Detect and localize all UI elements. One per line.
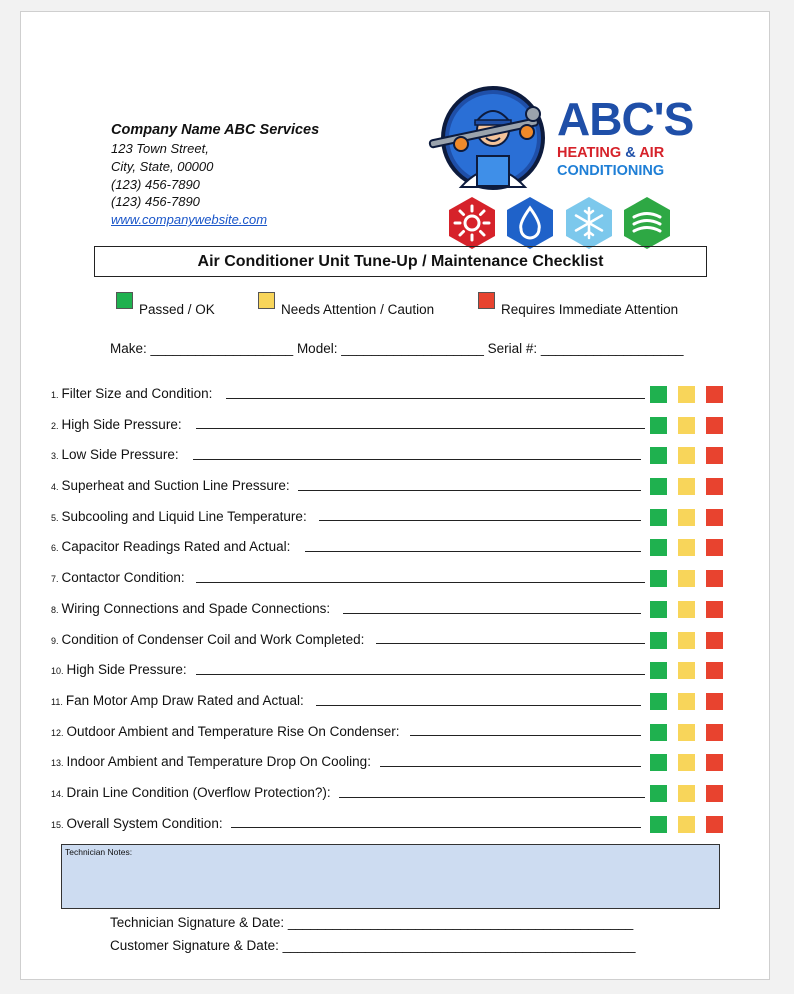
checklist-row [51,563,751,594]
status-ok-box[interactable] [650,447,667,464]
item-answer-line[interactable] [196,428,645,429]
status-urgent-box[interactable] [706,724,723,741]
checklist-page [20,11,770,980]
item-label: Indoor Ambient and Temperature Drop On Cooling: [66,754,371,770]
item-answer-line[interactable] [343,613,641,614]
status-ok-box[interactable] [650,724,667,741]
status-caution-box[interactable] [678,509,695,526]
item-label: Wiring Connections and Spade Connections: [61,600,331,616]
status-ok-box[interactable] [650,754,667,771]
checklist-row [51,471,751,502]
status-urgent-box[interactable] [706,478,723,495]
status-caution-box[interactable] [678,478,695,495]
status-ok-box[interactable] [650,570,667,587]
status-urgent-box[interactable] [706,601,723,618]
item-number: 3. [51,451,59,462]
company-phone-2: (123) 456-7890 [111,194,200,210]
checklist-row [51,379,751,410]
item-number: 10. [51,666,64,677]
item-label: Low Side Pressure: [61,447,179,463]
logo-tagline-1: HEATING & AIR [557,145,665,161]
item-answer-line[interactable] [380,766,641,767]
snowflake-icon [564,196,614,250]
company-phone-1: (123) 456-7890 [111,176,200,192]
status-ok-box[interactable] [650,632,667,649]
status-ok-box[interactable] [650,601,667,618]
checklist-title: Air Conditioner Unit Tune-Up / Maintenance Checklist [94,246,707,277]
status-caution-box[interactable] [678,724,695,741]
item-label: High Side Pressure: [61,416,182,432]
legend-swatch-green [116,292,133,309]
status-caution-box[interactable] [678,417,695,434]
item-label: Overall System Condition: [66,815,223,831]
status-caution-box[interactable] [678,632,695,649]
checklist-row [51,747,751,778]
status-urgent-box[interactable] [706,662,723,679]
customer-signature[interactable]: Customer Signature & Date: _______________________________________________ [110,938,636,953]
status-urgent-box[interactable] [706,754,723,771]
checklist-row [51,594,751,625]
item-number: 6. [51,543,59,554]
logo-tagline-2: CONDITIONING [557,163,665,179]
status-ok-box[interactable] [650,509,667,526]
status-caution-box[interactable] [678,601,695,618]
item-number: 7. [51,574,59,585]
company-logo [421,72,694,252]
legend-swatch-yellow [258,292,275,309]
checklist-row [51,809,751,840]
item-label: Capacitor Readings Rated and Actual: [61,539,291,555]
item-label: High Side Pressure: [66,662,187,678]
item-answer-line[interactable] [193,459,641,460]
item-answer-line[interactable] [316,705,641,706]
checklist-row [51,440,751,471]
checklist-row [51,532,751,563]
item-label: Filter Size and Condition: [61,386,213,401]
logo-brand: ABC'S [557,93,694,145]
air-flow-icon [622,196,672,250]
status-boxes [650,816,734,846]
status-ok-box[interactable] [650,662,667,679]
legend-passed: Passed / OK [116,299,215,319]
item-label: Drain Line Condition (Overflow Protection?): [66,784,331,800]
item-answer-line[interactable] [339,797,645,798]
item-answer-line[interactable] [196,674,645,675]
item-number: 14. [51,788,64,799]
item-number: 1. [51,390,59,400]
status-urgent-box[interactable] [706,509,723,526]
status-urgent-box[interactable] [706,539,723,556]
checklist-row [51,717,751,748]
status-caution-box[interactable] [678,447,695,464]
item-number: 5. [51,512,59,523]
status-urgent-box[interactable] [706,386,723,403]
technician-signature[interactable]: Technician Signature & Date: ______________________________________________ [110,915,634,930]
status-urgent-box[interactable] [706,417,723,434]
serial-field[interactable]: Serial #: ___________________ [487,341,684,356]
company-street: 123 Town Street, [111,141,209,156]
legend-swatch-red [478,292,495,309]
item-number: 2. [51,420,59,431]
checklist-row [51,778,751,809]
item-number: 15. [51,819,64,830]
company-info [111,120,319,229]
status-caution-box[interactable] [678,754,695,771]
item-label: Fan Motor Amp Draw Rated and Actual: [65,692,304,708]
status-ok-box[interactable] [650,478,667,495]
item-answer-line[interactable] [305,551,641,552]
item-answer-line[interactable] [231,827,641,828]
legend-immediate: Requires Immediate Attention [478,299,678,319]
checklist-row [51,502,751,533]
status-caution-box[interactable] [678,785,695,802]
technician-notes-field[interactable] [61,844,720,909]
item-number: 4. [51,482,59,493]
item-number: 9. [51,635,59,646]
item-answer-line[interactable] [319,520,641,521]
status-ok-box[interactable] [650,386,667,403]
checklist-items [51,379,751,839]
item-number: 12. [51,727,64,738]
status-urgent-box[interactable] [706,632,723,649]
status-urgent-box[interactable] [706,570,723,587]
technician-mascot-icon [421,72,551,197]
item-answer-line[interactable] [196,582,645,583]
status-urgent-box[interactable] [706,447,723,464]
status-urgent-box[interactable] [706,816,723,833]
status-caution-box[interactable] [678,693,695,710]
technician-notes-label: Technician Notes: [65,847,133,857]
model-field[interactable]: Model: ___________________ [296,341,484,356]
item-label: Contactor Condition: [61,570,185,586]
item-answer-line[interactable] [298,490,641,491]
logo-wordmark [557,94,693,180]
status-ok-box[interactable] [650,693,667,710]
status-caution-box[interactable] [678,662,695,679]
item-answer-line[interactable] [226,398,645,399]
checklist-row [51,686,751,717]
item-label: Outdoor Ambient and Temperature Rise On Condenser: [66,723,400,739]
legend-attention: Needs Attention / Caution [258,299,434,319]
status-caution-box[interactable] [678,570,695,587]
item-answer-line[interactable] [376,643,645,644]
item-number: 13. [51,758,64,769]
item-label: Condition of Condenser Coil and Work Completed: [61,631,365,647]
item-number: 8. [51,604,59,615]
company-name: Company Name ABC Services [111,122,320,138]
item-answer-line[interactable] [410,735,641,736]
status-ok-box[interactable] [650,539,667,556]
item-label: Superheat and Suction Line Pressure: [61,478,290,494]
make-field[interactable]: Make: ___________________ [110,341,294,356]
checklist-row [51,625,751,656]
status-caution-box[interactable] [678,539,695,556]
status-ok-box[interactable] [650,816,667,833]
status-ok-box[interactable] [650,785,667,802]
item-label: Subcooling and Liquid Line Temperature: [61,508,307,524]
company-city: City, State, 00000 [111,158,214,174]
status-urgent-box[interactable] [706,693,723,710]
company-website-link[interactable]: www.companywebsite.com [111,212,268,228]
unit-info-fields [110,341,684,356]
item-number: 11. [51,696,63,707]
status-caution-box[interactable] [678,386,695,403]
water-drop-icon [505,196,555,250]
status-ok-box[interactable] [650,417,667,434]
status-caution-box[interactable] [678,816,695,833]
checklist-row [51,410,751,441]
sun-icon [447,196,497,250]
status-urgent-box[interactable] [706,785,723,802]
checklist-row [51,655,751,686]
